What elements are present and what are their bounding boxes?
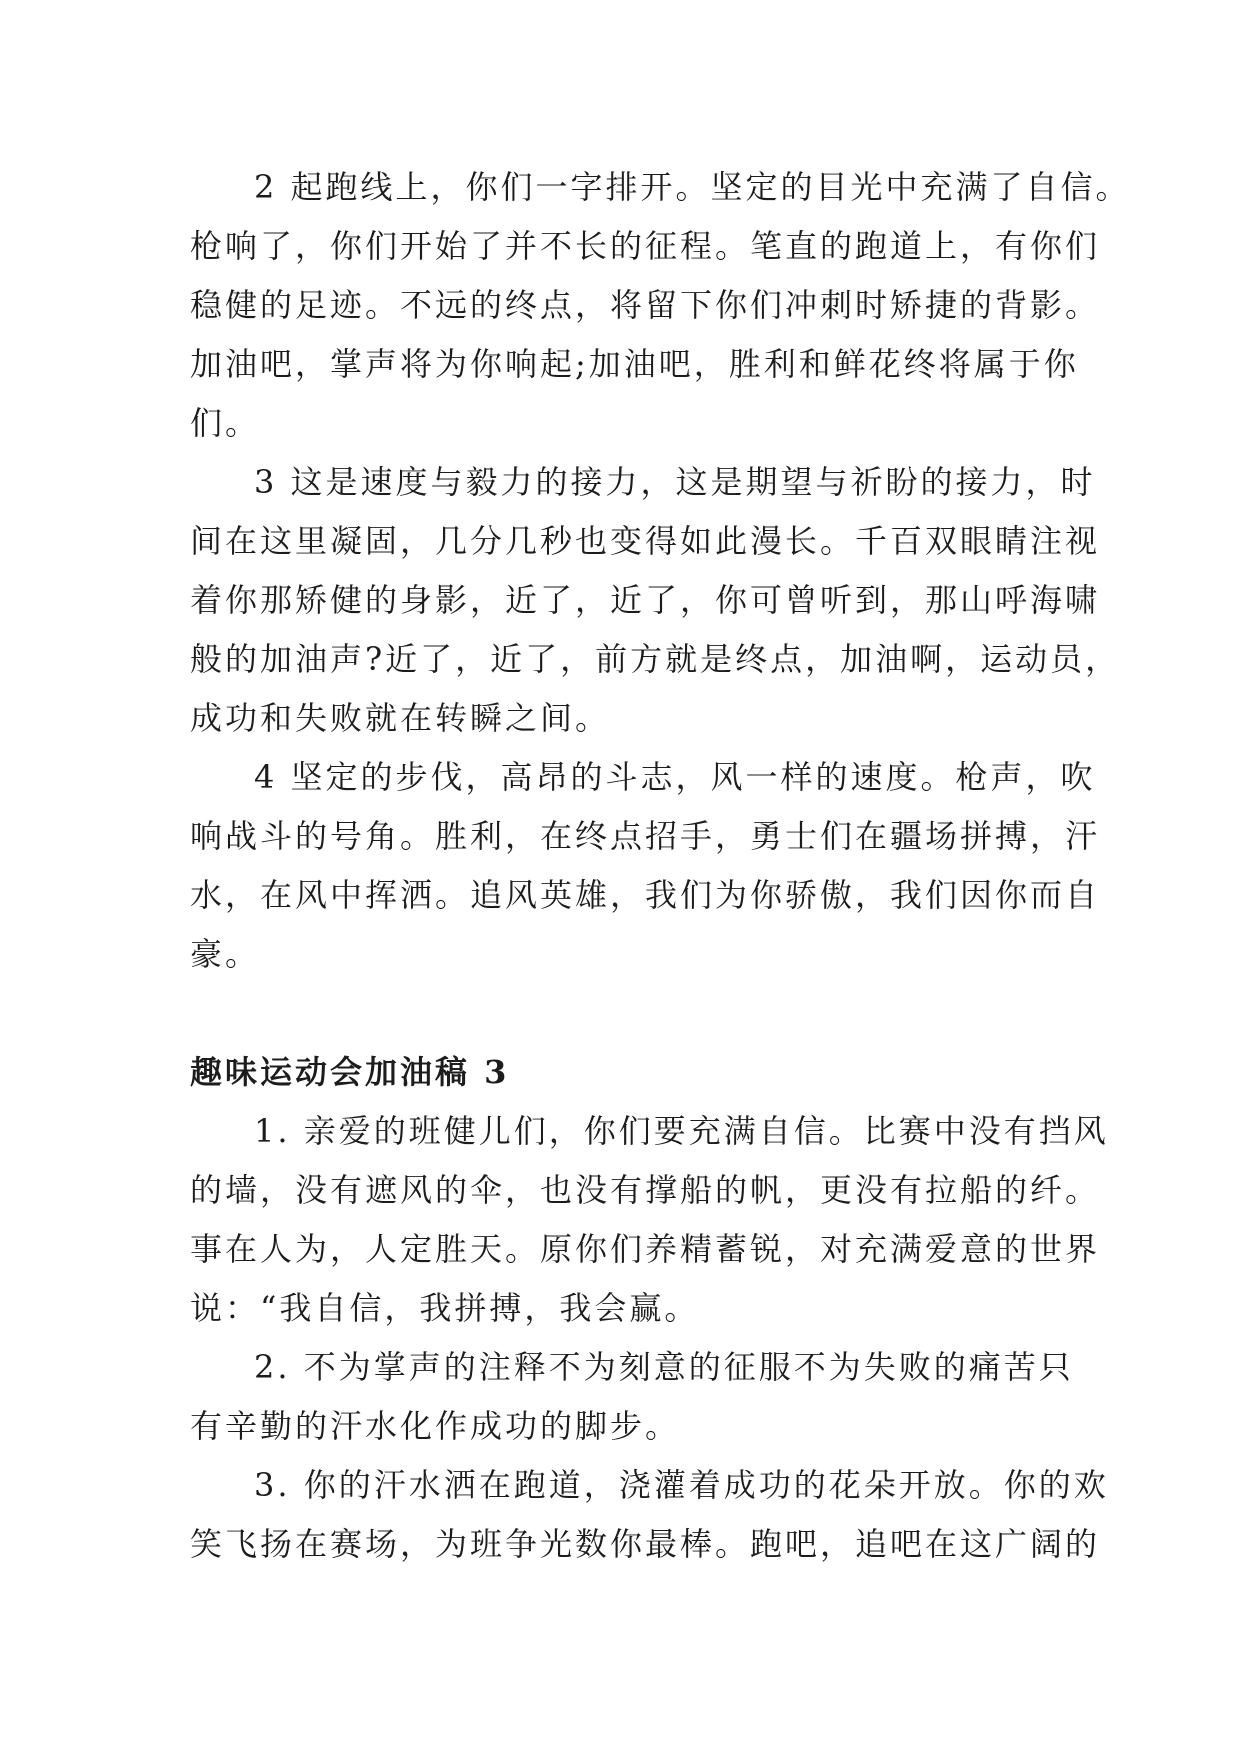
text-line: 的墙，没有遮风的伞，也没有撑船的帆，更没有拉船的纤。	[190, 1171, 1101, 1209]
text-line: 着你那矫健的身影，近了，近了，你可曾听到，那山呼海啸	[190, 581, 1101, 619]
text-line: 2 起跑线上，你们一字排开。坚定的目光中充满了自信。	[254, 168, 1131, 206]
text-line: 事在人为，人定胜天。原你们养精蓄锐，对充满爱意的世界	[190, 1230, 1101, 1268]
text-line: 般的加油声?近了，近了，前方就是终点，加油啊，运动员，	[190, 640, 1121, 678]
text-line: 1. 亲爱的班健儿们，你们要充满自信。比赛中没有挡风	[254, 1112, 1109, 1150]
section-heading: 趣味运动会加油稿 3	[190, 1053, 510, 1091]
paragraph-section-item-3	[190, 1456, 1109, 1574]
text-line: 3 这是速度与毅力的接力，这是期望与祈盼的接力，时	[254, 463, 1096, 501]
text-line: 成功和失败就在转瞬之间。	[190, 699, 611, 737]
text-line: 3. 你的汗水洒在跑道，浇灌着成功的花朵开放。你的欢	[254, 1466, 1109, 1504]
paragraph-cheer-2	[190, 158, 1131, 453]
text-line: 说：“我自信，我拼搏，我会赢。	[190, 1289, 700, 1327]
text-line: 笑飞扬在赛场，为班争光数你最棒。跑吧，追吧在这广阔的	[190, 1525, 1101, 1563]
text-line: 豪。	[190, 935, 261, 973]
text-line: 响战斗的号角。胜利，在终点招手，勇士们在疆场拼搏，汗	[190, 817, 1101, 855]
text-line: 们。	[190, 404, 261, 442]
paragraph-section-item-2	[190, 1338, 1074, 1456]
text-line: 间在这里凝固，几分几秒也变得如此漫长。千百双眼睛注视	[190, 522, 1101, 560]
text-line: 稳健的足迹。不远的终点，将留下你们冲刺时矫捷的背影。	[190, 286, 1101, 324]
text-line: 枪响了，你们开始了并不长的征程。笔直的跑道上，有你们	[190, 227, 1101, 265]
text-line: 有辛勤的汗水化作成功的脚步。	[190, 1407, 681, 1445]
text-line: 加油吧，掌声将为你响起;加油吧，胜利和鲜花终将属于你	[190, 345, 1079, 383]
text-line: 水，在风中挥洒。追风英雄，我们为你骄傲，我们因你而自	[190, 876, 1101, 914]
text-line: 4 坚定的步伐，高昂的斗志，风一样的速度。枪声，吹	[254, 758, 1096, 796]
paragraph-cheer-4	[190, 748, 1100, 984]
text-line: 2. 不为掌声的注释不为刻意的征服不为失败的痛苦只	[254, 1348, 1074, 1386]
paragraph-section-item-1	[190, 1102, 1109, 1338]
paragraph-cheer-3	[190, 453, 1120, 748]
